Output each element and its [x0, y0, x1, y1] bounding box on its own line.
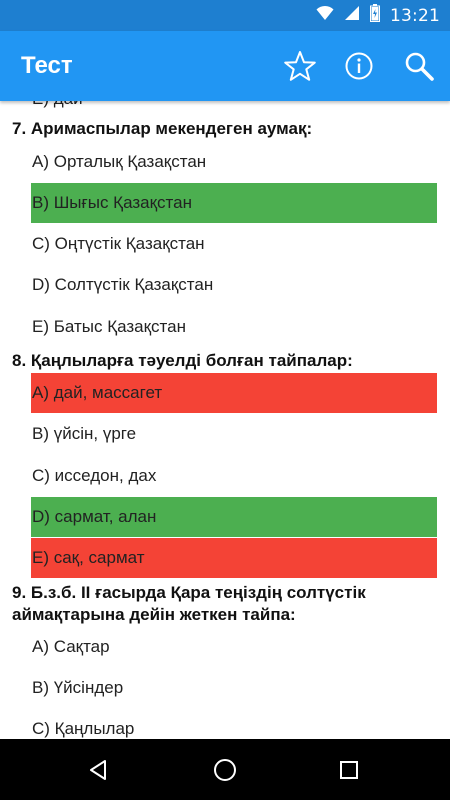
status-time: 13:21	[390, 5, 440, 26]
favorite-button[interactable]	[282, 48, 318, 84]
info-button[interactable]	[341, 48, 377, 84]
question-7-option-a[interactable]: A) Орталық Қазақстан	[32, 152, 207, 171]
star-icon	[283, 49, 317, 83]
search-icon	[403, 50, 435, 82]
wifi-icon	[316, 5, 334, 26]
question-9-option-b[interactable]: B) Үйсіндер	[32, 678, 124, 697]
question-9-option-c[interactable]: C) Қаңлылар	[32, 719, 135, 738]
app-title: Тест	[21, 52, 73, 79]
home-button[interactable]	[208, 753, 242, 787]
question-8-option-b[interactable]: B) үйсін, үрге	[32, 424, 137, 443]
question-9-option-a[interactable]: A) Сақтар	[32, 637, 110, 656]
question-list	[0, 101, 450, 739]
recents-button[interactable]	[332, 753, 366, 787]
app-bar	[0, 31, 450, 101]
question-9-title: 9. Б.з.б. II ғасырда Қара теңіздің солтүстік аймақтарына дейін жеткен тайпа:	[12, 583, 366, 624]
navigation-bar	[0, 739, 450, 800]
question-7-option-d[interactable]: D) Солтүстік Қазақстан	[32, 275, 214, 294]
question-7-option-b[interactable]: B) Шығыс Қазақстан	[31, 183, 437, 223]
question-7-option-c[interactable]: C) Оңтүстік Қазақстан	[32, 234, 205, 253]
question-8-option-d[interactable]: D) сармат, алан	[31, 497, 437, 537]
question-8-option-a[interactable]: A) дай, массагет	[31, 373, 437, 413]
back-icon	[87, 758, 111, 782]
question-7-option-e[interactable]: E) Батыс Қазақстан	[32, 317, 186, 336]
battery-icon	[370, 4, 380, 27]
question-7-title: 7. Аримаспылар мекендеген аумақ:	[12, 119, 313, 138]
recents-icon	[337, 758, 361, 782]
search-button[interactable]	[401, 48, 437, 84]
question-8-option-c[interactable]: C) исседон, дах	[32, 466, 157, 485]
status-bar	[0, 0, 450, 31]
home-icon	[212, 757, 238, 783]
back-button[interactable]	[82, 753, 116, 787]
signal-icon	[344, 5, 360, 26]
info-icon	[344, 51, 374, 81]
question-8-option-e[interactable]: E) сақ, сармат	[31, 538, 437, 578]
question-8-title: 8. Қаңлыларға тәуелді болған тайпалар:	[12, 351, 353, 370]
